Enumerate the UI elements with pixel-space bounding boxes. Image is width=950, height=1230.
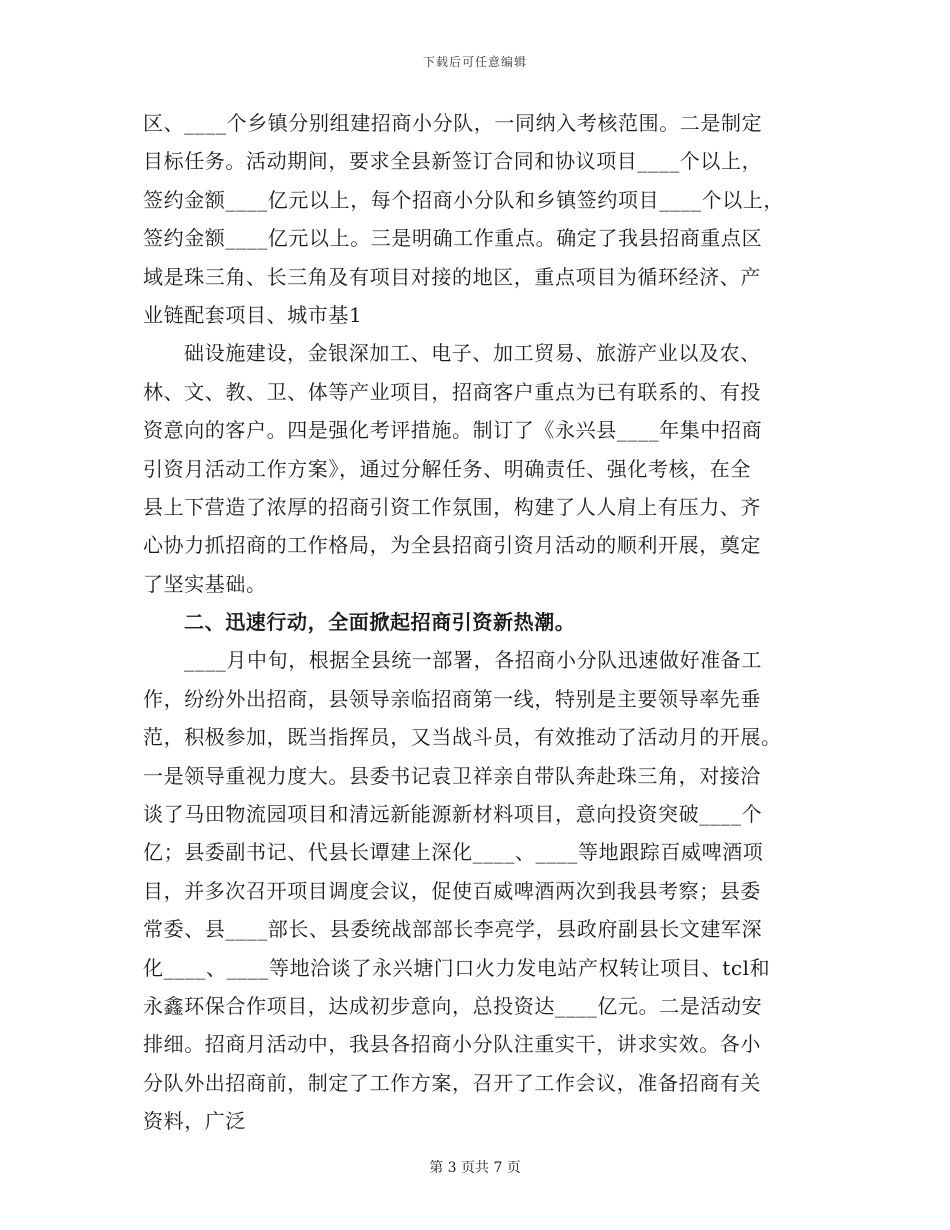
paragraph-first-line: ____月中旬，根据全县统一部署，各招商小分队迅速做好准备工 <box>184 648 762 673</box>
text-line: 谈了马田物流园项目和清远新能源新材料项目，意向投资突破____个 <box>143 802 763 827</box>
text-line: 签约金额____亿元以上。三是明确工作重点。确定了我县招商重点区 <box>143 226 763 251</box>
text-line: 作，纷纷外出招商，县领导亲临招商第一线，特别是主要领导率先垂 <box>143 686 761 711</box>
text-line: 县上下营造了浓厚的招商引资工作氛围，构建了人人肩上有压力、齐 <box>143 494 761 519</box>
text-line: 资意向的客户。四是强化考评措施。制订了《永兴县____年集中招商 <box>143 418 763 443</box>
document-body <box>143 108 803 1145</box>
paragraph-first-line: 础设施建设，金银深加工、电子、加工贸易、旅游产业以及农、 <box>184 341 761 366</box>
text-line: 引资月活动工作方案》，通过分解任务、明确责任、强化考核，在全 <box>143 456 751 481</box>
text-line: 一是领导重视力度大。县委书记袁卫祥亲自带队奔赴珠三角，对接洽 <box>143 763 761 788</box>
text-line: 了坚实基础。 <box>143 571 267 596</box>
text-line: 排细。招商月活动中，我县各招商小分队注重实干，讲求实效。各小 <box>143 1032 761 1057</box>
text-line: 资料，广泛 <box>143 1109 246 1134</box>
text-line: 域是珠三角、长三角及有项目对接的地区，重点项目为循环经济、产 <box>143 264 761 289</box>
section-heading: 二、迅速行动，全面掀起招商引资新热潮。 <box>184 610 576 635</box>
text-line: 亿；县委副书记、代县长谭建上深化____、____等地跟踪百威啤酒项 <box>143 840 764 865</box>
text-line: 化____、____等地洽谈了永兴塘门口火力发电站产权转让项目、tcl和 <box>143 955 771 980</box>
text-line: 范，积极参加，既当指挥员，又当战斗员，有效推动了活动月的开展。 <box>143 725 782 750</box>
page-header: 下载后可任意编辑 <box>422 55 527 69</box>
text-line: 常委、县____部长、县委统战部部长李亮学，县政府副县长文建军深 <box>143 917 763 942</box>
page-footer: 第 3 页共 7 页 <box>429 1160 521 1176</box>
text-line: 区、____个乡镇分别组建招商小分队，一同纳入考核范围。二是制定 <box>143 111 763 135</box>
text-line: 永鑫环保合作项目，达成初步意向，总投资达____亿元。二是活动安 <box>143 993 763 1018</box>
text-line: 业链配套项目、城市基1 <box>143 302 363 327</box>
text-line: 心协力抓招商的工作格局，为全县招商引资月活动的顺利开展，奠定 <box>143 533 761 558</box>
text-line: 林、文、教、卫、体等产业项目，招商客户重点为已有联系的、有投 <box>143 379 761 404</box>
text-line: 签约金额____亿元以上，每个招商小分队和乡镇签约项目____个以上， <box>143 187 784 212</box>
text-line: 目标任务。活动期间，要求全县新签订合同和协议项目____个以上， <box>143 149 763 174</box>
text-line: 目，并多次召开项目调度会议，促使百威啤酒两次到我县考察；县委 <box>143 878 761 903</box>
text-line: 分队外出招商前，制定了工作方案，召开了工作会议，准备招商有关 <box>143 1070 761 1095</box>
